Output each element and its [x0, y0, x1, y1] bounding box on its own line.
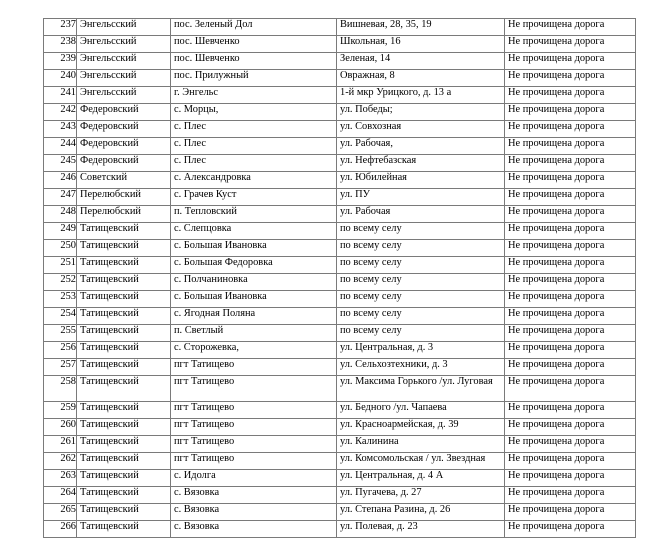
table-row: [44, 359, 636, 376]
status-cell: Не прочищена дорога: [505, 121, 636, 138]
table-row: [44, 257, 636, 274]
locality-cell: п. Светлый: [171, 325, 337, 342]
row-number: [44, 240, 77, 257]
table-row: [44, 419, 636, 436]
address-cell: ул. Пугачева, д. 27: [337, 487, 505, 504]
row-number-text: 252: [60, 274, 76, 285]
row-number-text: 247: [60, 189, 76, 200]
table-row: [44, 172, 636, 189]
district-cell: Федеровский: [77, 121, 171, 138]
row-number-text: 246: [60, 172, 76, 183]
row-number: [44, 257, 77, 274]
locality-cell: с. Плес: [171, 121, 337, 138]
row-number-text: 238: [60, 36, 76, 47]
row-number-text: 259: [60, 402, 76, 413]
district-cell: Татищевский: [77, 453, 171, 470]
status-cell: Не прочищена дорога: [505, 376, 636, 402]
locality-cell: пгт Татищево: [171, 453, 337, 470]
table-row: [44, 206, 636, 223]
status-cell: Не прочищена дорога: [505, 487, 636, 504]
row-number-text: 243: [60, 121, 76, 132]
locality-cell: с. Вязовка: [171, 504, 337, 521]
district-cell: Татищевский: [77, 223, 171, 240]
row-number: [44, 487, 77, 504]
district-cell: Татищевский: [77, 470, 171, 487]
status-cell: Не прочищена дорога: [505, 19, 636, 36]
address-cell: ул. Юбилейная: [337, 172, 505, 189]
status-cell: Не прочищена дорога: [505, 359, 636, 376]
district-cell: Татищевский: [77, 325, 171, 342]
locality-cell: пос. Шевченко: [171, 53, 337, 70]
locality-cell: с. Александровка: [171, 172, 337, 189]
address-cell: ул. Сельхозтехники, д. 3: [337, 359, 505, 376]
address-cell: по всему селу: [337, 240, 505, 257]
district-cell: Татищевский: [77, 308, 171, 325]
district-cell: Татищевский: [77, 359, 171, 376]
row-number-text: 253: [60, 291, 76, 302]
row-number: [44, 342, 77, 359]
locality-cell: с. Вязовка: [171, 521, 337, 538]
row-number-text: 245: [60, 155, 76, 166]
table-row: [44, 87, 636, 104]
locality-cell: с. Морцы,: [171, 104, 337, 121]
table-row: [44, 104, 636, 121]
row-number-text: 258: [60, 376, 76, 387]
district-cell: Татищевский: [77, 487, 171, 504]
address-cell: Вишневая, 28, 35, 19: [337, 19, 505, 36]
locality-cell: с. Идолга: [171, 470, 337, 487]
table-row: [44, 189, 636, 206]
row-number: [44, 172, 77, 189]
address-cell: 1-й мкр Урицкого, д. 13 а: [337, 87, 505, 104]
row-number-text: 240: [60, 70, 76, 81]
row-number: [44, 325, 77, 342]
table-row: [44, 138, 636, 155]
table-row: [44, 521, 636, 538]
status-cell: Не прочищена дорога: [505, 189, 636, 206]
district-cell: Татищевский: [77, 402, 171, 419]
status-cell: Не прочищена дорога: [505, 104, 636, 121]
status-cell: Не прочищена дорога: [505, 36, 636, 53]
row-number-text: 266: [60, 521, 76, 532]
locality-cell: пгт Татищево: [171, 376, 337, 402]
district-cell: Энгельсский: [77, 53, 171, 70]
row-number-text: 248: [60, 206, 76, 217]
row-number-text: 249: [60, 223, 76, 234]
row-number: [44, 291, 77, 308]
row-number: [44, 521, 77, 538]
row-number: [44, 189, 77, 206]
locality-cell: пгт Татищево: [171, 359, 337, 376]
status-cell: Не прочищена дорога: [505, 70, 636, 87]
table-row: [44, 470, 636, 487]
row-number: [44, 402, 77, 419]
address-cell: ул. Совхозная: [337, 121, 505, 138]
district-cell: Татищевский: [77, 419, 171, 436]
district-cell: Татищевский: [77, 436, 171, 453]
table-row: [44, 36, 636, 53]
status-cell: Не прочищена дорога: [505, 87, 636, 104]
district-cell: Перелюбский: [77, 206, 171, 223]
table-row: [44, 53, 636, 70]
row-number: [44, 223, 77, 240]
address-cell: ул. Калинина: [337, 436, 505, 453]
locality-cell: г. Энгельс: [171, 87, 337, 104]
table-row: [44, 487, 636, 504]
row-number: [44, 376, 77, 402]
table-row: [44, 342, 636, 359]
status-cell: Не прочищена дорога: [505, 53, 636, 70]
district-cell: Татищевский: [77, 342, 171, 359]
table-row: [44, 308, 636, 325]
address-cell: ул. Полевая, д. 23: [337, 521, 505, 538]
table-row: [44, 291, 636, 308]
address-cell: ул. Степана Разина, д. 26: [337, 504, 505, 521]
status-cell: Не прочищена дорога: [505, 206, 636, 223]
status-cell: Не прочищена дорога: [505, 308, 636, 325]
row-number-text: 251: [60, 257, 76, 268]
row-number-text: 241: [60, 87, 76, 98]
locality-cell: пгт Татищево: [171, 402, 337, 419]
district-cell: Татищевский: [77, 240, 171, 257]
status-cell: Не прочищена дорога: [505, 325, 636, 342]
status-cell: Не прочищена дорога: [505, 436, 636, 453]
row-number-text: 260: [60, 419, 76, 430]
row-number-text: 263: [60, 470, 76, 481]
address-cell: Овражная, 8: [337, 70, 505, 87]
district-cell: Татищевский: [77, 521, 171, 538]
district-cell: Перелюбский: [77, 189, 171, 206]
locality-cell: с. Плес: [171, 155, 337, 172]
address-cell: ул. Максима Горького /ул. Луговая: [337, 376, 505, 402]
locality-cell: с. Полчаниновка: [171, 274, 337, 291]
row-number: [44, 87, 77, 104]
table-row: [44, 325, 636, 342]
address-cell: по всему селу: [337, 223, 505, 240]
district-cell: Энгельсский: [77, 19, 171, 36]
row-number-text: 250: [60, 240, 76, 251]
row-number: [44, 155, 77, 172]
status-cell: Не прочищена дорога: [505, 257, 636, 274]
address-cell: по всему селу: [337, 274, 505, 291]
row-number: [44, 36, 77, 53]
row-number: [44, 121, 77, 138]
address-cell: ул. Красноармейская, д. 39: [337, 419, 505, 436]
row-number-text: 264: [60, 487, 76, 498]
table-row: [44, 453, 636, 470]
district-cell: Татищевский: [77, 291, 171, 308]
locality-cell: пос. Прилужный: [171, 70, 337, 87]
status-cell: Не прочищена дорога: [505, 274, 636, 291]
table-row: [44, 19, 636, 36]
address-cell: ул. Нефтебазская: [337, 155, 505, 172]
status-cell: Не прочищена дорога: [505, 172, 636, 189]
locality-cell: с. Вязовка: [171, 487, 337, 504]
row-number-text: 242: [60, 104, 76, 115]
district-cell: Энгельсский: [77, 36, 171, 53]
district-cell: Татищевский: [77, 504, 171, 521]
status-cell: Не прочищена дорога: [505, 521, 636, 538]
table-row: [44, 376, 636, 402]
row-number: [44, 308, 77, 325]
locality-cell: с. Слепцовка: [171, 223, 337, 240]
table-row: [44, 121, 636, 138]
row-number-text: 265: [60, 504, 76, 515]
table-row: [44, 155, 636, 172]
row-number: [44, 436, 77, 453]
row-number-text: 255: [60, 325, 76, 336]
locality-cell: пгт Татищево: [171, 436, 337, 453]
address-cell: по всему селу: [337, 291, 505, 308]
address-cell: ул. Рабочая: [337, 206, 505, 223]
address-cell: ул. Победы;: [337, 104, 505, 121]
row-number: [44, 453, 77, 470]
status-cell: Не прочищена дорога: [505, 291, 636, 308]
locality-cell: пос. Зеленый Дол: [171, 19, 337, 36]
locality-cell: с. Ягодная Поляна: [171, 308, 337, 325]
district-cell: Татищевский: [77, 376, 171, 402]
row-number: [44, 19, 77, 36]
address-cell: ул. Рабочая,: [337, 138, 505, 155]
row-number: [44, 274, 77, 291]
district-cell: Энгельсский: [77, 70, 171, 87]
table-row: [44, 240, 636, 257]
row-number: [44, 70, 77, 87]
status-cell: Не прочищена дорога: [505, 453, 636, 470]
table-row: [44, 274, 636, 291]
address-cell: ул. Комсомольская / ул. Звездная: [337, 453, 505, 470]
row-number-text: 237: [60, 19, 76, 30]
status-cell: Не прочищена дорога: [505, 240, 636, 257]
table-row: [44, 70, 636, 87]
row-number-text: 244: [60, 138, 76, 149]
row-number: [44, 359, 77, 376]
row-number-text: 254: [60, 308, 76, 319]
address-cell: ул. Бедного /ул. Чапаева: [337, 402, 505, 419]
locality-cell: с. Сторожевка,: [171, 342, 337, 359]
address-cell: по всему селу: [337, 325, 505, 342]
row-number: [44, 419, 77, 436]
row-number-text: 257: [60, 359, 76, 370]
district-cell: Энгельсский: [77, 87, 171, 104]
row-number: [44, 206, 77, 223]
district-cell: Федеровский: [77, 155, 171, 172]
row-number: [44, 53, 77, 70]
district-cell: Федеровский: [77, 138, 171, 155]
address-cell: ул. Центральная, д. 4 А: [337, 470, 505, 487]
status-cell: Не прочищена дорога: [505, 223, 636, 240]
row-number-text: 261: [60, 436, 76, 447]
row-number: [44, 504, 77, 521]
address-cell: Школьная, 16: [337, 36, 505, 53]
complaints-table: [43, 18, 636, 538]
status-cell: Не прочищена дорога: [505, 504, 636, 521]
locality-cell: с. Большая Ивановка: [171, 240, 337, 257]
row-number: [44, 470, 77, 487]
district-cell: Татищевский: [77, 274, 171, 291]
row-number-text: 256: [60, 342, 76, 353]
address-cell: по всему селу: [337, 308, 505, 325]
locality-cell: пос. Шевченко: [171, 36, 337, 53]
locality-cell: с. Большая Ивановка: [171, 291, 337, 308]
row-number: [44, 104, 77, 121]
status-cell: Не прочищена дорога: [505, 342, 636, 359]
address-cell: ул. ПУ: [337, 189, 505, 206]
status-cell: Не прочищена дорога: [505, 470, 636, 487]
table-row: [44, 223, 636, 240]
district-cell: Федеровский: [77, 104, 171, 121]
locality-cell: пгт Татищево: [171, 419, 337, 436]
address-cell: Зеленая, 14: [337, 53, 505, 70]
status-cell: Не прочищена дорога: [505, 155, 636, 172]
table-row: [44, 504, 636, 521]
locality-cell: п. Тепловский: [171, 206, 337, 223]
locality-cell: с. Грачев Куст: [171, 189, 337, 206]
address-cell: по всему селу: [337, 257, 505, 274]
table-row: [44, 436, 636, 453]
address-cell: ул. Центральная, д. 3: [337, 342, 505, 359]
status-cell: Не прочищена дорога: [505, 419, 636, 436]
table-row: [44, 402, 636, 419]
status-cell: Не прочищена дорога: [505, 138, 636, 155]
row-number: [44, 138, 77, 155]
locality-cell: с. Большая Федоровка: [171, 257, 337, 274]
district-cell: Татищевский: [77, 257, 171, 274]
district-cell: Советский: [77, 172, 171, 189]
status-cell: Не прочищена дорога: [505, 402, 636, 419]
row-number-text: 262: [60, 453, 76, 464]
locality-cell: с. Плес: [171, 138, 337, 155]
row-number-text: 239: [60, 53, 76, 64]
